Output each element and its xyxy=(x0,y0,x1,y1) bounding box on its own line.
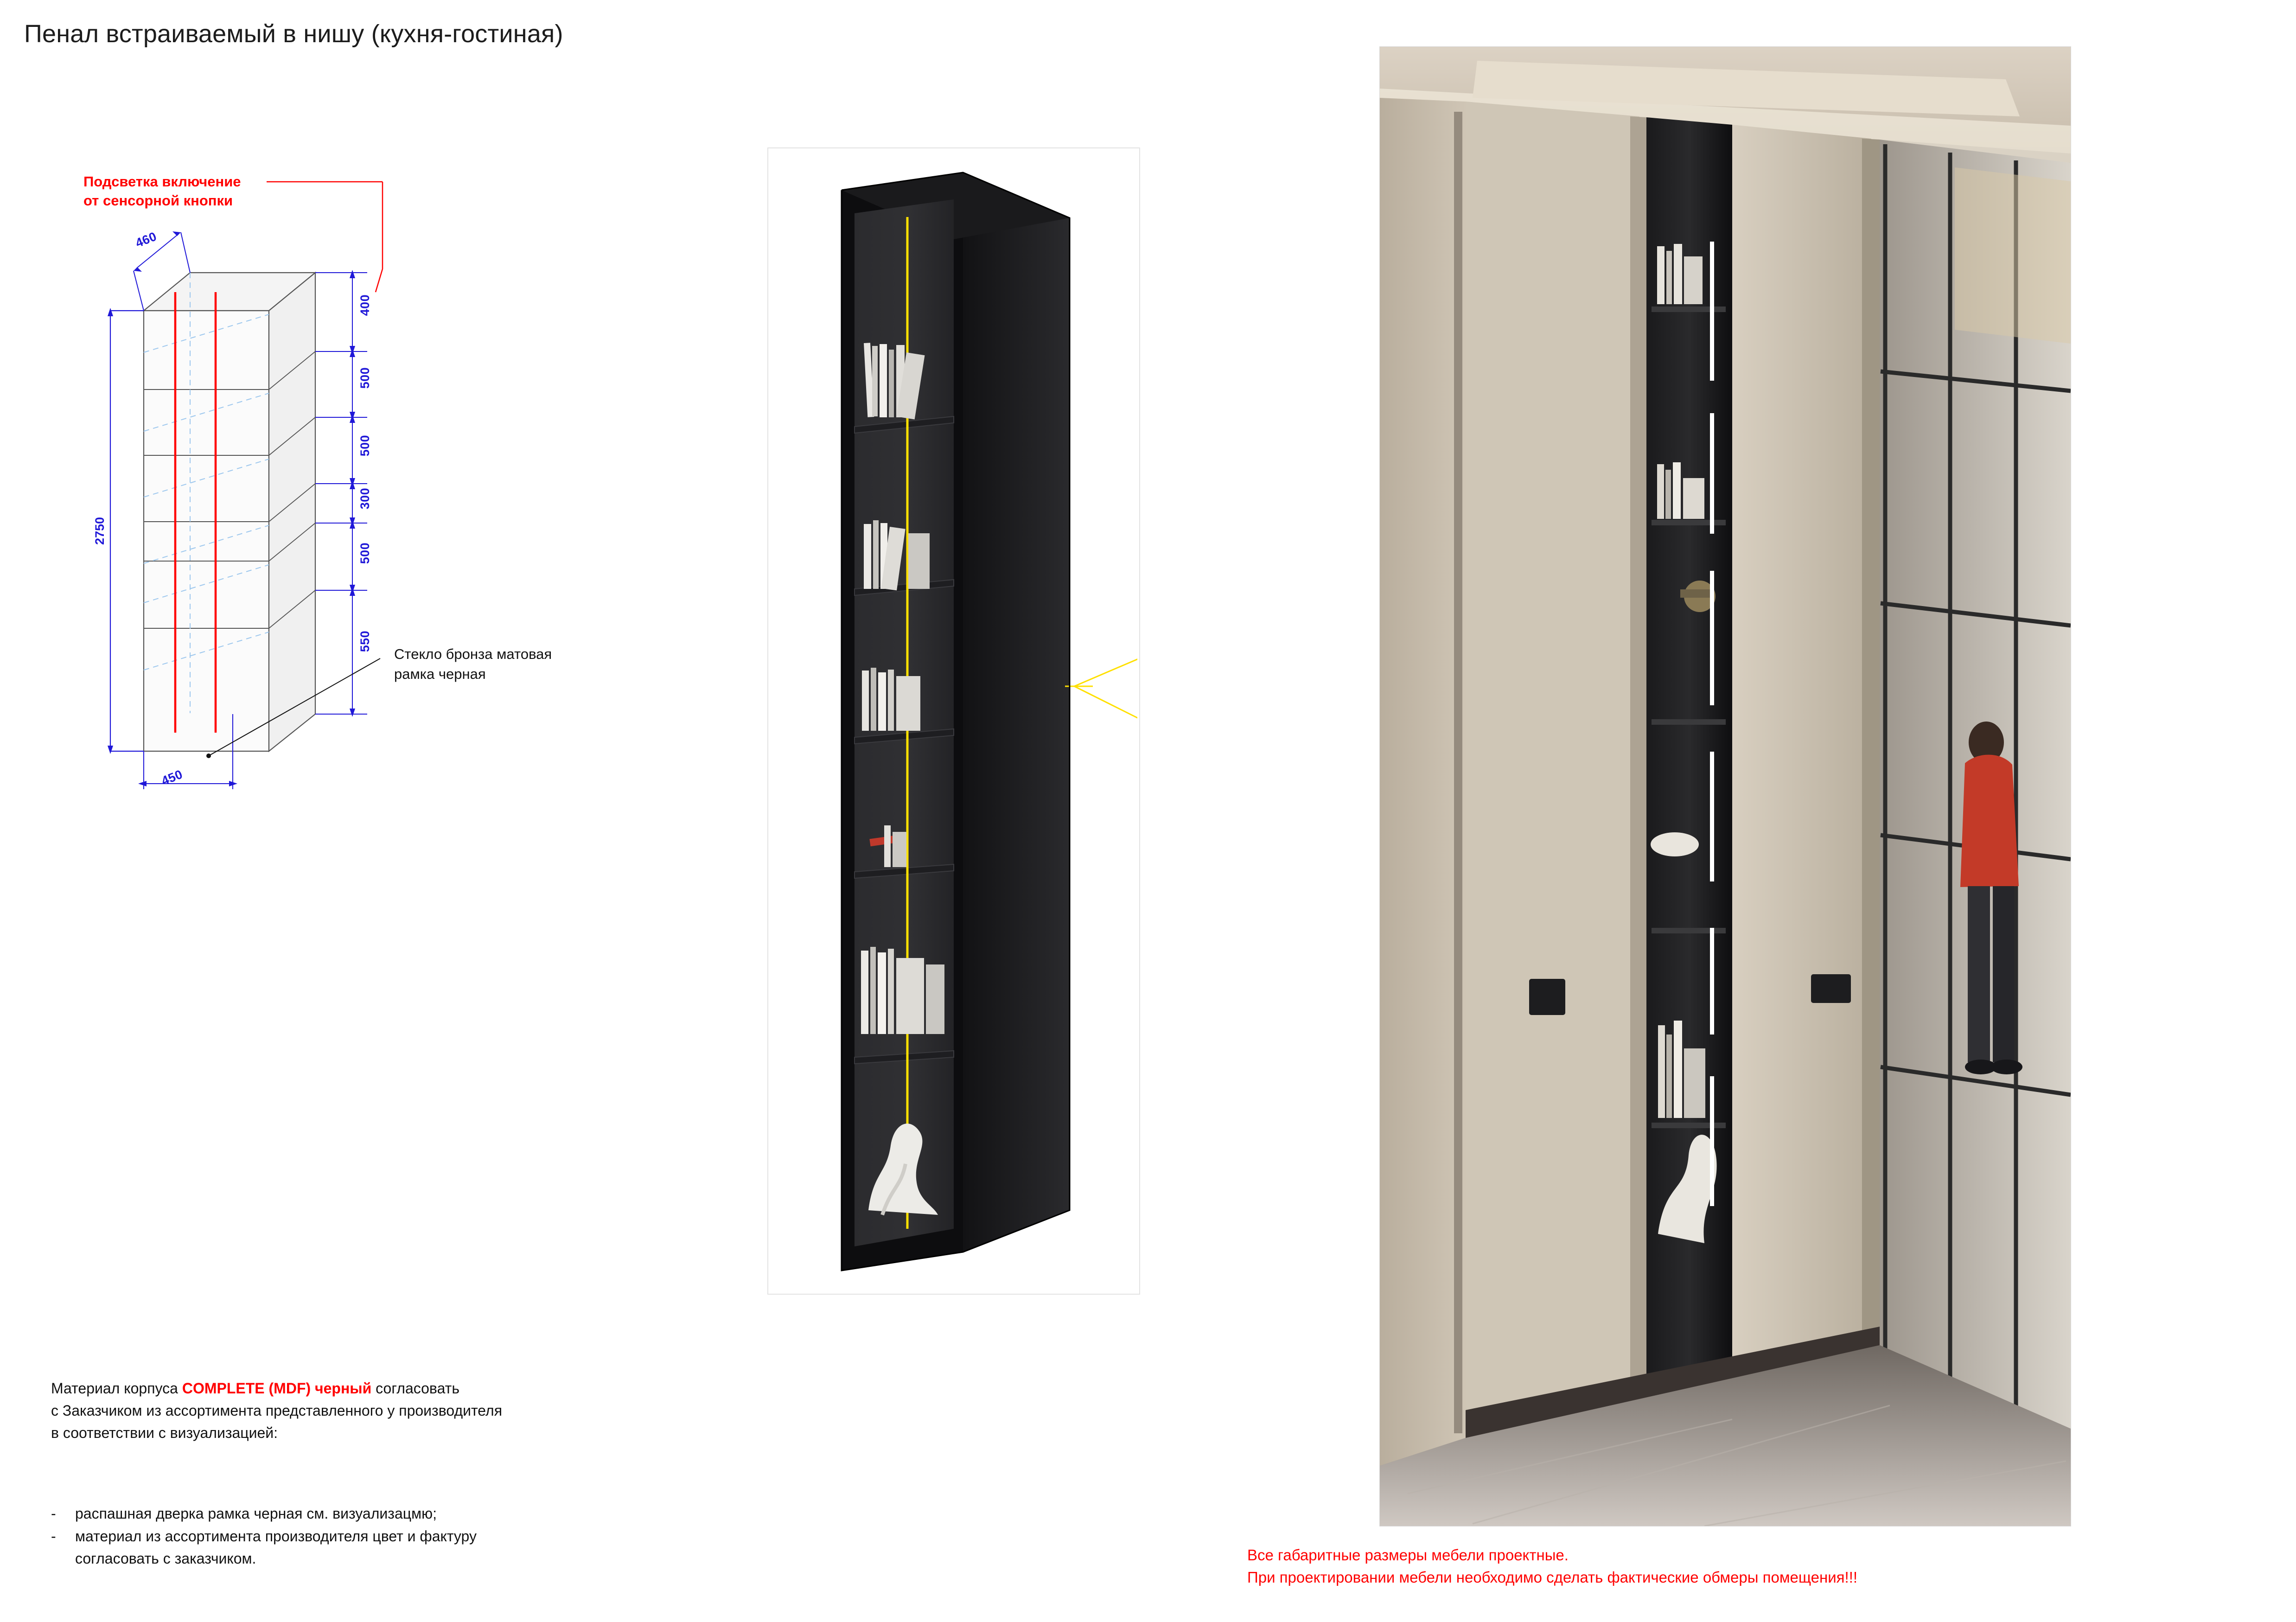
interior-photo xyxy=(1379,46,2071,1526)
dim-section-2: 500 xyxy=(358,367,372,389)
svg-text:2750: 2750 xyxy=(93,517,107,545)
callout-light-note xyxy=(83,172,241,211)
glass-note-line-1: Стекло бронза матовая xyxy=(394,646,552,662)
interior-photo-svg xyxy=(1380,47,2071,1526)
material-note-line-2: с Заказчиком из ассортимента представленного у производителя xyxy=(51,1402,503,1419)
callout-light-line-2: от сенсорной кнопки xyxy=(83,192,233,209)
technical-drawing xyxy=(56,153,728,1080)
material-bullets xyxy=(51,1502,477,1570)
dim-depth-bottom: 450 xyxy=(159,767,185,788)
dim-section-5: 500 xyxy=(358,543,372,564)
dim-depth-top: 460 xyxy=(133,229,159,250)
glass-note-line-2: рамка черная xyxy=(394,665,486,682)
dim-section-4: 300 xyxy=(358,488,372,510)
warning-line-1: Все габаритные размеры мебели проектные. xyxy=(1247,1546,1569,1564)
material-brand: COMPLETE (MDF) черный xyxy=(182,1380,372,1397)
material-note-line-1c: согласовать xyxy=(371,1380,459,1397)
cabinet-3d-render xyxy=(767,147,1140,1295)
callout-light-line-1: Подсветка включение xyxy=(83,173,241,190)
warning-note xyxy=(1247,1544,1857,1589)
bullet-dash-1: - xyxy=(51,1505,56,1522)
dim-section-1: 400 xyxy=(358,294,372,316)
material-note xyxy=(51,1377,502,1444)
bullet-dash-2: - xyxy=(51,1527,56,1545)
warning-line-2: При проектировании мебели необходимо сделать фактические обмеры помещения!!! xyxy=(1247,1568,1858,1586)
dim-section-3: 500 xyxy=(358,435,372,457)
render-svg xyxy=(768,148,1137,1292)
dim-section-6: 550 xyxy=(358,631,372,652)
material-note-line-3: в соответствии с визуализацией: xyxy=(51,1424,278,1441)
bullet-3: согласовать с заказчиком. xyxy=(75,1550,256,1567)
material-note-line-1a: Материал корпуса xyxy=(51,1380,182,1397)
cabinet-isometric-svg xyxy=(56,153,728,1080)
bullet-1: распашная дверка рамка черная см. визуализацмю; xyxy=(75,1505,437,1522)
bullet-2: материал из ассортимента производителя цвет и фактуру xyxy=(75,1527,477,1545)
glass-material-note xyxy=(394,645,552,684)
page-title: Пенал встраиваемый в нишу (кухня-гостиная) xyxy=(24,20,563,48)
